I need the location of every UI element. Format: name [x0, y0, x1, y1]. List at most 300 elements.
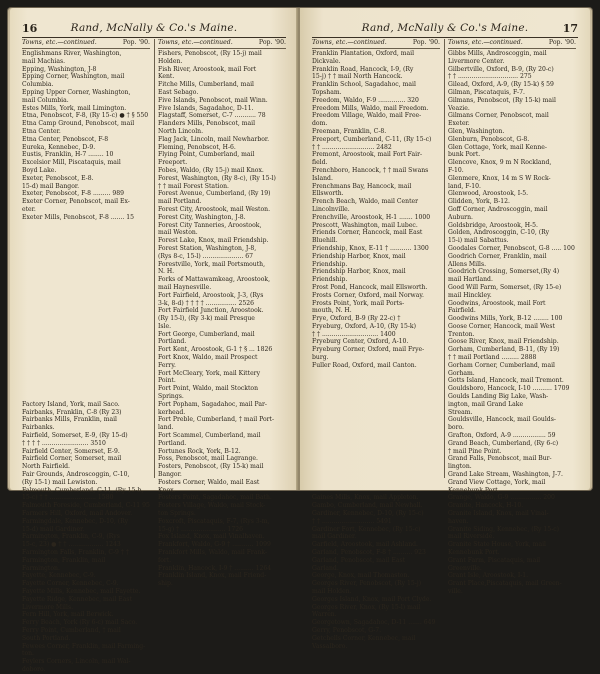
gazetteer-entry: Fosters, Penobscot, (Ry 15-k) mail	[158, 463, 264, 471]
gazetteer-entry: Forestville, York, mail Portsmouth,	[158, 260, 266, 268]
gazetteer-entry: Kennebunk Port.	[448, 486, 500, 494]
gazetteer-entry: F-10.	[448, 166, 464, 174]
gazetteer-entry: Feylers Corners, Lincoln, mail Wal-	[22, 658, 131, 666]
gazetteer-entry: Allens Mills.	[448, 260, 487, 268]
blank-line	[312, 393, 440, 401]
gazetteer-entry: Epping Corner, Washington, mail	[22, 73, 125, 81]
gazetteer-entry: Warren.	[312, 611, 337, 619]
gazetteer-entry: Fairbanks, Franklin, C-8 (Ry 23)	[22, 408, 122, 416]
gazetteer-entry: Fairfield.	[448, 307, 476, 315]
blank-line	[22, 362, 150, 370]
column-1	[312, 39, 440, 650]
gazetteer-entry: Friendship Harbor, Knox, mail	[312, 268, 406, 276]
gazetteer-entry: † mail Pine Point.	[448, 447, 502, 455]
gazetteer-entry: † † mail Forest Station.	[158, 182, 229, 190]
gazetteer-entry: † † ........................... 5491	[312, 517, 392, 525]
gazetteer-entry: Freeport, Cumberland, C-11, (Ry 15-c)	[312, 135, 432, 143]
gazetteer-entry: Fairbanks Mills, Franklin, mail	[22, 416, 118, 424]
population-label: Pop. '90.	[122, 39, 150, 46]
gazetteer-entry: Fobes, Waldo, (Ry 15-j) mail Knox.	[158, 166, 264, 174]
gazetteer-entry: Gorham, Cumberland, B-11, (Ry 19)	[448, 346, 560, 354]
gazetteer-entry: haven.	[448, 517, 469, 525]
gazetteer-entry: Farmington.	[22, 564, 60, 572]
gazetteer-entry: Eustis, Franklin, H-7 ........ 10	[22, 151, 114, 159]
gazetteer-entry: Foxcroft, Piscataquis, F-7, (Rys 3-m,	[158, 517, 270, 525]
gazetteer-entry: Grant Isle, Aroostook, I-1.	[448, 572, 529, 580]
blank-line	[312, 448, 440, 456]
gazetteer-entry: Fox Island, Knox, mail Vinalhaven.	[158, 533, 265, 541]
gazetteer-entry: N. H.	[158, 268, 175, 276]
gazetteer-entry: Goodwins Mills, York, B-12 ........ 100	[448, 315, 563, 323]
gazetteer-entry: Golden, Androscoggin, C-10, (Ry	[448, 229, 550, 237]
gazetteer-entry: Glidden, York, B-12.	[448, 198, 510, 206]
gazetteer-entry: French Beach, Waldo, mail Center	[312, 198, 419, 206]
blank-line	[22, 268, 150, 276]
gazetteer-entry: Franklin Island, Knox, mail Friend-	[158, 572, 267, 580]
gazetteer-entry: Getchells Corner, Kennebec, mail	[312, 634, 416, 642]
gazetteer-entry: mail Hartland.	[448, 276, 493, 284]
gazetteer-entry: Frye, Oxford, B-9 (Ry 22-c) †	[312, 315, 401, 323]
gazetteer-entry: North Fairfield.	[22, 463, 70, 471]
left-page	[10, 8, 298, 673]
gazetteer-entry: Gorham.	[448, 369, 475, 377]
population-label: Pop. '90.	[258, 39, 286, 46]
column-heading-text: Towns, etc.—continued.	[22, 39, 97, 46]
blank-line	[312, 479, 440, 487]
gazetteer-entry: Grant Place,Piscataquis, mail Green-	[448, 580, 562, 588]
gazetteer-entry: Estes Mills, York, mail Limington.	[22, 104, 127, 112]
gazetteer-entry: Frost Pond, Hancock, mail Ellsworth.	[312, 283, 428, 291]
gazetteer-entry: Fosters Point, Sagadahoc, mail Bath.	[158, 494, 272, 502]
entry-list	[448, 50, 576, 596]
gazetteer-entry: Frenchboro, Hancock, † † mail Swans	[312, 166, 429, 174]
gazetteer-entry: Flanders Mills, Penobscot, mail	[158, 120, 256, 128]
right-page	[300, 8, 590, 650]
gazetteer-entry: Topsham.	[312, 88, 342, 96]
gazetteer-entry: Fryeburg Center, Oxford, A-10.	[312, 338, 409, 346]
gazetteer-entry: Vassalboro.	[312, 642, 348, 650]
gazetteer-entry: lington.	[448, 463, 472, 471]
gazetteer-entry: Point.	[158, 377, 176, 385]
gazetteer-entry: Fort Fairfield, Aroostook, J-3, (Rys	[158, 291, 264, 299]
gazetteer-entry: Etna Center, Penobscot, F-8	[22, 135, 109, 143]
gazetteer-entry: Franklin School, Sagadahoc, mail	[312, 81, 416, 89]
gazetteer-entry: Fayette, Kennebec, C-9.	[22, 572, 96, 580]
gazetteer-entry: † † † † ........................ 3510	[22, 439, 106, 447]
gazetteer-entry: Epping Upper Corner, Washington,	[22, 88, 131, 96]
blank-line	[312, 455, 440, 463]
entry-list	[158, 50, 286, 588]
gazetteer-entry: Grand Lake Stream, Washington, J-7.	[448, 471, 563, 479]
gazetteer-entry: Trenton.	[448, 330, 475, 338]
gazetteer-entry: Exeter.	[448, 120, 470, 128]
gazetteer-entry: Gardiner Fort, Kennebec, (Ry 15-c)	[312, 525, 421, 533]
gazetteer-entry: Exeter, Penobscot, F-8 ......... 989	[22, 190, 124, 198]
gazetteer-entry: Fort George, Cumberland, mail	[158, 330, 255, 338]
gazetteer-entry: Frenchmans Bay, Hancock, mail	[312, 182, 412, 190]
gazetteer-entry: Kennebunk Port.	[448, 549, 500, 556]
blank-line	[22, 331, 150, 339]
gazetteer-entry: ship.	[158, 580, 173, 588]
gazetteer-entry: Springs.	[158, 393, 184, 401]
gazetteer-entry: Fayette Corner, Kennebec, C-9.	[22, 580, 119, 588]
gazetteer-entry: Granite State House, York, mail	[448, 541, 546, 549]
gazetteer-entry: Gouldsboro, Hancock, I-10 .......... 1709	[448, 385, 570, 393]
gazetteer-entry: Factory Island, York, mail Saco.	[22, 400, 120, 408]
gazetteer-entry: Glenburn, Penobscot, G-8.	[448, 135, 530, 143]
gazetteer-entry: Ferry Beach, York (Ry 6-c) mail Saco.	[22, 619, 138, 627]
entry-list	[312, 50, 440, 650]
gazetteer-entry: Franklin, Hancock, I-9 † .......... 1264	[158, 564, 272, 572]
blank-line	[22, 292, 150, 300]
gazetteer-entry: Fewees Corner, Franklin, mail Farming-	[22, 642, 146, 650]
gazetteer-entry: Kent.	[158, 73, 175, 81]
gazetteer-entry: Flagstaff, Somerset, C-7 ........... 78	[158, 112, 266, 120]
gazetteer-entry: Grange, Waldo, G-9 ................ 200	[448, 494, 555, 502]
column-heading	[158, 39, 286, 49]
gazetteer-entry: 15-i) mail Sabattus.	[448, 237, 509, 245]
gazetteer-entry: mail Gardiner.	[312, 533, 357, 541]
gazetteer-entry: Fosters Corner, Waldo, mail East	[158, 478, 260, 486]
gazetteer-entry: Grand Beach, Cumberland, (Ry 6-c)	[448, 439, 559, 447]
gazetteer-entry: (Rys 8-c, 15-l) ..................... 67	[158, 252, 254, 260]
gazetteer-entry: Freedom, Waldo, F-9 .............. 320	[312, 96, 419, 104]
gazetteer-entry: Fryeburg Corner, Oxford, mail Frye-	[312, 346, 425, 354]
gazetteer-entry: Garfield, Aroostook, mail Ashland.	[312, 541, 418, 549]
gazetteer-entry: Holden.	[158, 57, 183, 65]
gazetteer-entry: Falmouth Foreside, Cumberland, C-11 95	[22, 502, 150, 510]
gazetteer-entry: Forest Avenue, Cumberland, (Ry 19)	[158, 190, 271, 198]
gazetteer-entry: Farmingdale, Kennebec, D-10, (Ry	[22, 517, 129, 525]
gazetteer-entry: Frankfort Mills, Waldo, mail Frank-	[158, 549, 268, 556]
gazetteer-entry: Friendship.	[312, 276, 348, 284]
gazetteer-entry: Etna Center.	[22, 127, 61, 135]
gazetteer-entry: mail Riverside.	[448, 533, 495, 541]
gazetteer-entry: Falmouth, Cumberland, C-11, (Ry 15-b,	[22, 486, 144, 494]
blank-line	[22, 385, 150, 393]
gazetteer-entry: South Portland.	[22, 634, 71, 642]
gazetteer-entry: 3-k, 8-d) † † † † ................ 2526	[158, 299, 255, 307]
gazetteer-entry: Excelsior Mill, Piscataquis, mail	[22, 159, 121, 167]
gazetteer-entry: Fort Knox, Waldo, mail Prospect	[158, 354, 258, 362]
gazetteer-entry: † † ............................... 275	[448, 73, 532, 81]
gazetteer-entry: Bangor.	[158, 471, 182, 479]
gazetteer-entry: Fort Point, Waldo, mail Stockton	[158, 385, 259, 393]
gazetteer-entry: Grand View Cottage, York, mail	[448, 478, 546, 486]
gazetteer-entry: Dickvale.	[312, 57, 341, 65]
blank-line	[22, 237, 150, 245]
gazetteer-entry: Fair Grounds, Androscoggin, C-10,	[22, 471, 130, 479]
gazetteer-entry: 15-c, 23) ● † † .................. 1243	[22, 541, 121, 549]
gazetteer-entry: Exeter, Penobscot, E-8.	[22, 174, 94, 182]
blank-line	[312, 377, 440, 385]
gazetteer-entry: Goulds Landing Big Lake, Wash-	[448, 393, 549, 401]
gazetteer-entry: Forest City Tanneries, Aroostook,	[158, 221, 262, 229]
gazetteer-entry: 15-g) † ....................... 1726	[158, 525, 244, 533]
running-title: Rand, McNally & Co.'s Maine.	[361, 22, 529, 34]
gazetteer-entry: Georges Island, Knox, mail Port Clyde.	[312, 595, 432, 603]
gazetteer-entry: Good Will Farm, Somerset, (Ry 15-e)	[448, 283, 562, 291]
gazetteer-entry: Fryeburg, Oxford, A-10, (Ry 15-k)	[312, 322, 416, 330]
blank-line	[22, 253, 150, 261]
column-1	[22, 39, 150, 673]
page-number: 16	[22, 22, 38, 35]
gazetteer-entry: Friendship, Knox, E-11 † ........... 1300	[312, 244, 429, 252]
column-heading-text: Towns, etc.—continued.	[448, 39, 523, 46]
gazetteer-entry: Gerry, Penobscot, G-7.	[312, 626, 382, 634]
gazetteer-entry: Grant Farm, Piscataquis, mail	[448, 556, 541, 564]
blank-line	[22, 300, 150, 308]
gazetteer-entry: Five Islands, Penobscot, mail Winn.	[158, 96, 268, 104]
gazetteer-entry: Fitche Mills, Cumberland, mail	[158, 81, 254, 89]
gazetteer-entry: Veazie.	[448, 104, 470, 112]
gazetteer-entry: Island.	[312, 174, 333, 182]
gazetteer-entry: Exeter Mills, Penobscot, F-8 ....... 15	[22, 213, 135, 221]
gazetteer-entry: Gibbs Mills, Androscoggin, mail	[448, 50, 547, 57]
gazetteer-entry: Gilbertville, Oxford, B-9, (Ry 20-c)	[448, 65, 554, 73]
gazetteer-entry: Fort Preble, Cumberland, † mail Port-	[158, 416, 275, 424]
gazetteer-entry: Fairfield Center, Somerset, E-9.	[22, 447, 120, 455]
gazetteer-entry: Etna Camp Ground, Penobscot, mail	[22, 120, 135, 128]
blank-line	[22, 284, 150, 292]
gazetteer-entry: Glencove, Knox, 9 m N Rockland,	[448, 159, 552, 167]
blank-line	[312, 385, 440, 393]
gazetteer-entry: † † mail Portland ......... 2888	[448, 354, 537, 362]
population-label: Pop. '90.	[412, 39, 440, 46]
gazetteer-entry: eter.	[22, 205, 36, 213]
gazetteer-entry: Forest City, Washington, J-8.	[158, 213, 246, 221]
blank-line	[22, 323, 150, 331]
gazetteer-entry: mail Portland.	[158, 198, 202, 206]
gazetteer-entry: Gilead, Oxford, A-9, (Ry 15-k) § 59	[448, 81, 554, 89]
gazetteer-entry: Ferry.	[158, 361, 176, 369]
gazetteer-entry: Gambo, Cumberland, mail Newhall.	[312, 502, 423, 510]
gazetteer-entry: mouth, N. H.	[312, 307, 352, 315]
gazetteer-entry: † † ............................. 1400	[312, 330, 396, 338]
blank-line	[22, 276, 150, 284]
gazetteer-entry: Freedom Mills, Waldo, mail Freedom.	[312, 104, 429, 112]
gazetteer-entry: Prescott, Washington, mail Lubec.	[312, 221, 418, 229]
blank-line	[22, 393, 150, 401]
columns	[22, 39, 286, 673]
gazetteer-entry: mail Hinckley.	[448, 291, 492, 299]
gazetteer-entry: Fremont, Aroostook, mail Fort Fair-	[312, 151, 423, 159]
gazetteer-entry: Glenmere, Knox, 14 m S W Rock-	[448, 174, 551, 182]
gazetteer-entry: Greenville.	[448, 564, 482, 572]
page-number: 17	[562, 22, 578, 35]
gazetteer-entry: Georges River, Penobscot, (Ry 15-j)	[312, 580, 422, 588]
gazetteer-entry: Columbia.	[22, 81, 54, 89]
gazetteer-entry: Fortunes Rock, York, B-12.	[158, 447, 241, 455]
gazetteer-entry: mail Haynesville.	[158, 283, 212, 291]
gazetteer-entry: Glenwood, Aroostook, I-5.	[448, 190, 529, 198]
column-divider	[154, 39, 155, 478]
column-heading-text: Towns, etc.—continued.	[312, 39, 387, 46]
gazetteer-entry: Livermore Center.	[448, 57, 505, 65]
gazetteer-entry: Epping, Washington, J-8	[22, 65, 97, 73]
gazetteer-entry: Fort Scammel, Cumberland, mail	[158, 432, 261, 440]
blank-line	[312, 370, 440, 378]
gazetteer-entry: Frosts Corner, Oxford, mail Norway.	[312, 291, 424, 299]
gazetteer-entry: mail Weston.	[158, 229, 198, 237]
gazetteer-entry: Five Islands, Sagadahoc, D-11.	[158, 104, 254, 112]
gazetteer-entry: Farmington, Franklin, C-9, (Rys	[22, 533, 120, 541]
gazetteer-entry: Gilmans Corner, Penobscot, mail	[448, 112, 549, 120]
page-header	[312, 22, 578, 36]
gazetteer-entry: Stream.	[448, 408, 473, 416]
gazetteer-entry: Portland.	[158, 439, 187, 447]
gazetteer-entry: Forks of Mattawamkeag, Aroostook,	[158, 276, 271, 284]
gazetteer-entry: Grand Falls, Penobscot, mail Bur-	[448, 455, 552, 463]
gazetteer-entry: Portland.	[158, 338, 187, 346]
gazetteer-entry: Frenchville, Aroostook, H-1 ....... 1000	[312, 213, 431, 221]
gazetteer-entry: Englishmans River, Washington,	[22, 50, 122, 57]
gazetteer-entry: Forest, Washington, (Ry 8-c), (Ry 15-l)	[158, 174, 276, 182]
column-heading	[22, 39, 150, 49]
entry-list	[22, 50, 150, 674]
gazetteer-entry: Granite, Hancock, H-10.	[448, 502, 524, 510]
gazetteer-entry: Etna, Penobscot, F-8, (Ry 15-c) ● † § 550	[22, 112, 149, 120]
gazetteer-entry: ington, mail Grand Lake	[448, 400, 524, 408]
gazetteer-entry: Fayette Ridge, Kennebec, mail East	[22, 595, 132, 603]
gazetteer-entry: mail Machias.	[22, 57, 66, 65]
gazetteer-entry: Granite Island, Knox, mail Vinal-	[448, 510, 549, 518]
gazetteer-entry: Fairfield, Somerset, E-9, (Ry 15-d)	[22, 432, 128, 440]
gazetteer-entry: Glen Cottage, York, mail Kenne-	[448, 143, 547, 151]
gazetteer-entry: Fleming, Penobscot, H-6.	[158, 143, 236, 151]
gazetteer-entry: North Lincoln.	[158, 127, 204, 135]
gazetteer-entry: Garland, Penobscot, F-8 † .......... 923	[312, 549, 426, 556]
gazetteer-entry: Gorham Corner, Cumberland, mail	[448, 361, 555, 369]
gazetteer-entry: Gilman, Piscataquis, F-7.	[448, 88, 525, 96]
blank-line	[312, 463, 440, 471]
blank-line	[312, 424, 440, 432]
blank-line	[22, 222, 150, 230]
gazetteer-entry: Fuller Road, Oxford, mail Canton.	[312, 361, 417, 369]
gazetteer-entry: ton Springs.	[158, 510, 196, 518]
gazetteer-entry: Fish River, Aroostook, mail Fort	[158, 65, 257, 73]
population-label: Pop. '90.	[548, 39, 576, 46]
gazetteer-entry: East Sebago.	[158, 88, 199, 96]
gazetteer-entry: Foss, Penobscot, mail Lagrange.	[158, 455, 258, 463]
gazetteer-entry: Goldsbridge, Aroostook, H-5.	[448, 221, 538, 229]
gazetteer-entry: Ellsworth.	[312, 190, 344, 198]
gazetteer-entry: Granite Siding, Kennebec, (Ry 15-c)	[448, 525, 560, 533]
gazetteer-entry: land, F-10.	[448, 182, 481, 190]
gazetteer-entry: Auburn.	[448, 213, 473, 221]
column-heading	[448, 39, 576, 49]
gazetteer-entry: Flying Point, Cumberland, mail	[158, 151, 255, 159]
gazetteer-entry: Friends Corner, Hancock, mail East	[312, 229, 423, 237]
gazetteer-entry: dom.	[312, 120, 328, 128]
gazetteer-entry: Goose River, Knox, mail Friendship.	[448, 338, 559, 346]
gazetteer-entry: Goodwins, Aroostook, mail Fort	[448, 299, 546, 307]
gazetteer-entry: field.	[312, 159, 328, 167]
gazetteer-entry: Boyd Lake.	[22, 166, 57, 174]
gazetteer-entry: Glen, Washington.	[448, 127, 505, 135]
gazetteer-entry: ville.	[448, 587, 463, 595]
gazetteer-entry: Frosts Point, York, mail Ports-	[312, 299, 405, 307]
gazetteer-entry: doboro.	[22, 665, 46, 673]
blank-line	[22, 307, 150, 315]
gazetteer-entry: Farmers Hill, Oxford, mail Andover.	[22, 510, 133, 518]
blank-line	[312, 409, 440, 417]
gazetteer-entry: Freeport.	[158, 159, 188, 167]
gazetteer-entry: burg.	[312, 354, 329, 362]
gazetteer-entry: Fayette Mills, Kennebec, mail Fayette.	[22, 587, 141, 595]
column-heading	[312, 39, 440, 49]
gazetteer-entry: Friendship Harbor, Knox, mail	[312, 252, 406, 260]
page-header	[22, 22, 286, 36]
gazetteer-entry: land.	[158, 424, 174, 432]
gazetteer-entry: Goodrich Crossing, Somerset,(Ry 4)	[448, 268, 560, 276]
gazetteer-entry: Gardiner, Kennebec, D-10, (Ry 15-c)	[312, 510, 424, 518]
running-title: Rand, McNally & Co.'s Maine.	[70, 22, 238, 34]
gazetteer-entry: 15-d) mail Bangor.	[22, 182, 80, 190]
gazetteer-entry: Flag Jack, Lincoln, mail Newharbor.	[158, 135, 270, 143]
gazetteer-entry: Gilmans, Penobscot, (Ry 15-k) mail	[448, 96, 556, 104]
gazetteer-entry: Ferry Point, Cumberland, † mail	[22, 626, 121, 634]
gazetteer-entry: ton.	[22, 650, 34, 658]
gazetteer-entry: Goodales Corner, Penobscot, G-8 ..... 100	[448, 244, 575, 252]
gazetteer-entry: Isle.	[158, 322, 172, 330]
gazetteer-entry: Garland, Penobscot, mail East	[312, 556, 406, 564]
blank-line	[312, 487, 440, 495]
header-rule	[312, 37, 578, 38]
gazetteer-entry: Gotts Island, Hancock, mail Tremont.	[448, 377, 564, 385]
gazetteer-entry: Farmington, Franklin, mail	[22, 556, 106, 564]
gazetteer-entry: 15-j) † † mail North Hancock.	[312, 73, 403, 81]
gazetteer-entry: Friendship.	[312, 260, 348, 268]
gazetteer-entry: Fern Hill, York, mail Berwick.	[22, 611, 114, 619]
gazetteer-entry: mail Columbia.	[22, 96, 69, 104]
gazetteer-entry: George, Knox, mail Thomaston.	[312, 572, 410, 580]
gazetteer-entry: Farmington Falls, Franklin, C-9 † †	[22, 549, 129, 556]
gazetteer-entry: fort.	[158, 556, 172, 564]
gazetteer-entry: Forest Station, Washington, J-8,	[158, 244, 257, 252]
gazetteer-entry: Grafton, Oxford, A-9 ................. 59	[448, 432, 556, 440]
gazetteer-entry: Livermore Mills.	[22, 603, 74, 611]
blank-line	[312, 401, 440, 409]
gazetteer-entry: Bluehill.	[312, 237, 338, 245]
gazetteer-entry: boro.	[448, 424, 464, 432]
gazetteer-entry: Goff Corner, Androscoggin, mail	[448, 205, 548, 213]
gazetteer-entry: Franklin Road, Hancock, I-9, (Ry	[312, 65, 414, 73]
gazetteer-entry: Georgetown, Sagadahoc, D-11 ....... 649	[312, 619, 436, 627]
blank-line	[22, 354, 150, 362]
column-divider	[444, 39, 445, 478]
gazetteer-entry: Fosters Village, Waldo, mail Stock-	[158, 502, 266, 510]
blank-line	[22, 261, 150, 269]
gazetteer-entry: Forest Lake, Knox, mail Friendship.	[158, 237, 269, 245]
column-2	[448, 39, 576, 595]
gazetteer-entry: Gaines Mills, Knox, mail Appleton.	[312, 494, 419, 502]
gazetteer-entry: Exeter Corner, Penobscot, mail Ex-	[22, 198, 130, 206]
gazetteer-entry: Lincolnville.	[312, 205, 350, 213]
blank-line	[22, 377, 150, 385]
blank-line	[22, 245, 150, 253]
blank-line	[22, 338, 150, 346]
gazetteer-entry: kerhead.	[158, 408, 186, 416]
gazetteer-entry: Goodrich Corner, Franklin, mail	[448, 252, 547, 260]
open-book	[8, 8, 592, 673]
gazetteer-entry: Fairfield Corner, Somerset, mail	[22, 455, 122, 463]
header-rule	[22, 37, 286, 38]
columns	[312, 39, 578, 650]
gazetteer-entry: Fort Popham, Sagadahoc, mail Par-	[158, 400, 267, 408]
blank-line	[312, 440, 440, 448]
gazetteer-entry: Fort Kent, Aroostook, G-1 † § ... 1826	[158, 346, 273, 354]
